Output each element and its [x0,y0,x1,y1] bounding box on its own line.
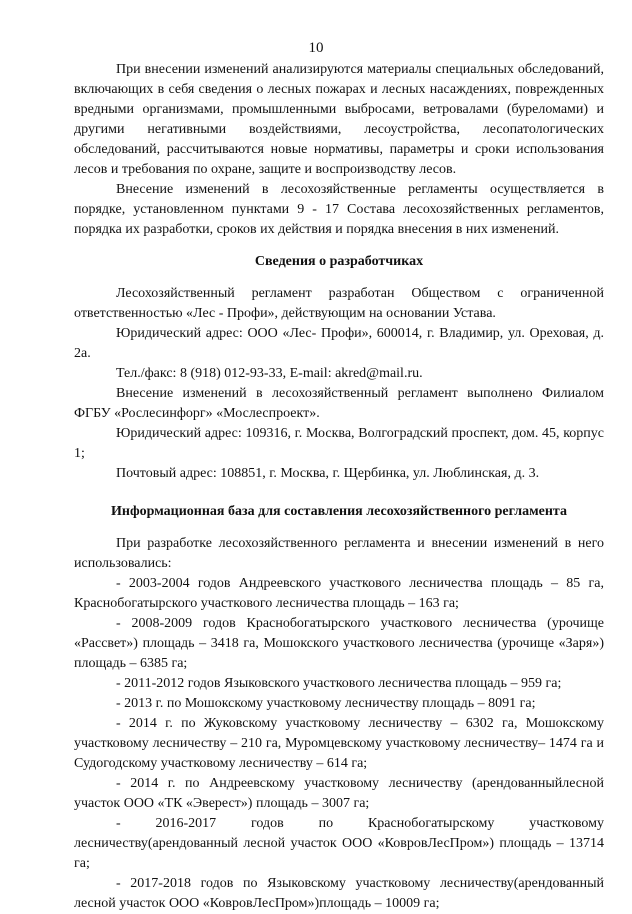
list-item: - 2011-2012 годов Языковского участкового лесничества площадь – 959 га; [116,676,562,691]
postal-address: Почтовый адрес: 108851, г. Москва, г. Щербинка, ул. Люблинская, д. 3. [116,466,540,481]
paragraph-changes-procedure: Внесение изменений в лесохозяйственные регламенты осуществляется в порядке, установленном пунктами 9 - 17 Состава лесохозяйственных регламентов, порядка их разработки, сроков их действия и порядка внесения в них изменений. [74,182,604,237]
legal-address-2: Юридический адрес: 109316, г. Москва, Волгоградский проспект, дом. 45, корпус 1; [74,426,604,461]
info-base-heading: Информационная база для составления лесохозяйственного регламента [111,504,567,519]
list-item: - 2016-2017 годов по Краснобогатырскому участковому лесничеству(арендованный лесной участок ООО «КовровЛесПром») площадь – 13714 га; [74,816,604,871]
legal-address-1: Юридический адрес: ООО «Лес- Профи», 600014, г. Владимир, ул. Ореховая, д. 2а. [74,326,604,361]
list-item: - 2003-2004 годов Андреевского участкового лесничества площадь – 85 га, Краснобогатырского участкового лесничества площадь – 163 га; [74,576,604,611]
paragraph-changes-analysis: При внесении изменений анализируются материалы специальных обследований, включающих в себя сведения о лесных пожарах и лесных насаждениях, поврежденных вредными организмами, промышленными выбросами, ветровалами (буреломами) и другими негативными воздействиями, лесоустройства, лесопатологических обследований, рассчитываются новые нормативы, параметры и сроки использования лесов и требования по охране, защите и воспроизводству лесов. [74,62,604,177]
developers-paragraph: Лесохозяйственный регламент разработан Обществом с ограниченной ответственностью «Лес - Профи», действующим на основании Устава. [74,286,604,321]
page-number: 10 [308,40,324,56]
list-item: - 2017-2018 годов по Языковскому участковому лесничеству(арендованный лесной участок ООО «КовровЛесПром»)площадь – 10009 га; [74,876,604,911]
document-body [74,60,604,914]
list-item: - 2013 г. по Мошокскому участковому лесничеству площадь – 8091 га; [116,696,536,711]
list-item: - 2014 г. по Андреевскому участковому лесничеству (арендованныйлесной участок ООО «ТК «Эверест») площадь – 3007 га; [74,776,604,811]
list-item: - 2008-2009 годов Краснобогатырского участкового лесничества (урочище «Рассвет») площадь – 3418 га, Мошокского участкового лесничества (урочище «Заря») площадь – 6385 га; [74,616,604,671]
changes-performer: Внесение изменений в лесохозяйственный регламент выполнено Филиалом ФГБУ «Рослесинфорг» «Мослеспроект». [74,386,604,421]
info-base-intro: При разработке лесохозяйственного регламента и внесении изменений в него использовались: [74,536,604,571]
list-item: - 2014 г. по Жуковскому участковому лесничеству – 6302 га, Мошокскому участковому лесничеству – 210 га, Муромцевскому участковому лесничеству– 1474 га и Судогодскому участковому лесничеству – 614 га; [74,716,604,771]
developers-heading: Сведения о разработчиках [254,254,424,269]
phone-email: Тел./факс: 8 (918) 012-93-33, E-mail: akred@mail.ru. [116,366,423,381]
